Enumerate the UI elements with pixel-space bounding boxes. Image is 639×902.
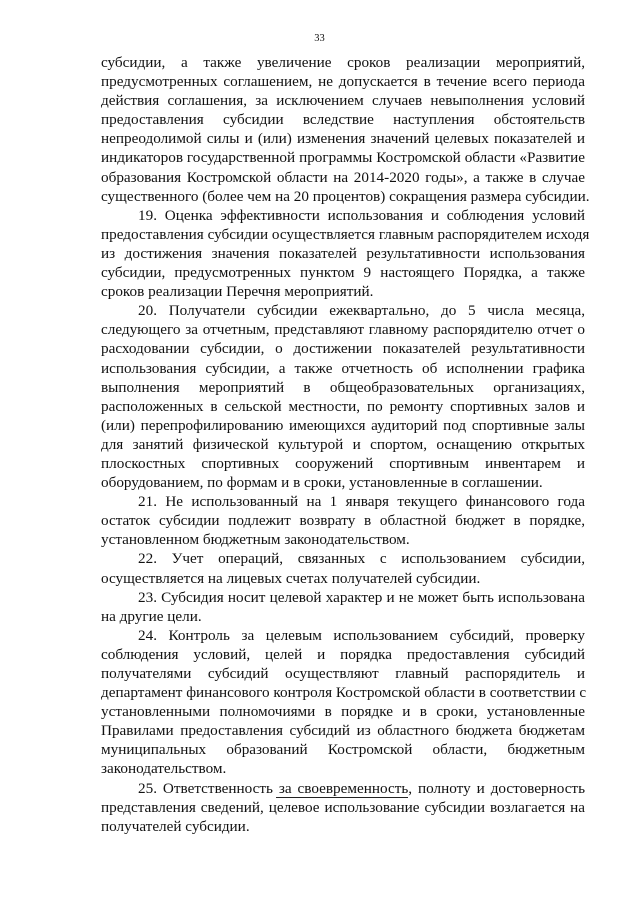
text-line: выполнения мероприятий в общеобразовательных организациях, <box>101 378 585 396</box>
text-line: субсидии, предусмотренных пунктом 9 настоящего Порядка, а также <box>101 264 585 282</box>
text-line: сроков реализации Перечня мероприятий. <box>101 283 374 301</box>
text-line: 21. Не использованный на 1 января текущего финансового года <box>138 493 585 511</box>
text-line: для занятий физической культурой и спортом, оснащению открытых <box>101 435 585 453</box>
text-line: плоскостных спортивных сооружений спортивным инвентарем и <box>101 454 585 472</box>
text-line: субсидии, а также увеличение сроков реализации мероприятий, <box>101 54 585 71</box>
closing-rule <box>276 797 408 798</box>
page-number: 33 <box>314 33 325 44</box>
text-line: установленном бюджетным законодательством. <box>101 531 410 549</box>
text-line: существенного (более чем на 20 процентов) сокращения размера субсидии. <box>101 187 590 205</box>
text-line: предоставления субсидии осуществляется главным распорядителем исходя <box>101 225 590 243</box>
text-line: получателей субсидии. <box>101 817 250 835</box>
text-line: на другие цели. <box>101 607 202 625</box>
text-line: оборудованием, по формам и в сроки, установленные в соглашении. <box>101 474 543 492</box>
text-line: соблюдения условий, целей и порядка предоставления субсидий <box>101 645 585 663</box>
text-line: действия соглашения, за исключением случаев невыполнения условий <box>101 92 585 110</box>
text-line: 19. Оценка эффективности использования и соблюдения условий <box>138 206 585 224</box>
text-line: образования Костромской области на 2014-2020 годы», а также в случае <box>101 168 585 186</box>
text-line: законодательством. <box>101 760 227 778</box>
text-line: индикаторов государственной программы Костромской области «Развитие <box>101 149 585 167</box>
text-line: Правилами предоставления субсидий из областного бюджета бюджетам <box>101 722 585 740</box>
text-line: 25. Ответственность за своевременность, полноту и достоверность <box>138 779 585 797</box>
text-line: следующего за отчетным, представляют главному распорядителю отчет о <box>101 321 585 339</box>
text-line: 23. Субсидия носит целевой характер и не может быть использована <box>138 588 585 606</box>
text-line: предоставления субсидии вследствие наступления обстоятельств <box>101 111 585 129</box>
text-line: расходовании субсидии, о достижении показателей результативности <box>101 340 585 358</box>
text-line: получателями субсидий осуществляют главный распорядитель и <box>101 665 585 682</box>
document-body <box>101 53 590 836</box>
text-line: использования субсидии, а также отчетность об исполнении графика <box>101 359 585 377</box>
text-line: установленными полномочиями в порядке и в сроки, установленные <box>101 703 585 721</box>
text-line: непреодолимой силы и (или) изменения значений целевых показателей и <box>101 130 585 148</box>
text-line: департамент финансового контроля Костромской области в соответствии с <box>101 684 587 702</box>
text-line: 20. Получатели субсидии ежеквартально, до 5 числа месяца, <box>138 302 585 320</box>
text-line: (или) перепрофилированию имеющихся аудиторий под спортивные залы <box>101 416 585 434</box>
text-line: 24. Контроль за целевым использованием субсидий, проверку <box>138 626 585 644</box>
text-line: муниципальных образований Костромской области, бюджетным <box>101 741 585 759</box>
text-line: осуществляется на лицевых счетах получателей субсидии. <box>101 569 481 587</box>
text-line: расположенных в сельской местности, по ремонту спортивных залов и <box>101 397 585 415</box>
text-line: 22. Учет операций, связанных с использованием субсидии, <box>138 550 585 568</box>
text-line: предусмотренных соглашением, не допускается в течение всего периода <box>101 73 585 91</box>
text-line: остаток субсидии подлежит возврату в областной бюджет в порядке, <box>101 512 585 530</box>
text-line: представления сведений, целевое использование субсидии возлагается на <box>101 798 585 816</box>
text-line: из достижения значения показателей результативности использования <box>101 244 585 262</box>
